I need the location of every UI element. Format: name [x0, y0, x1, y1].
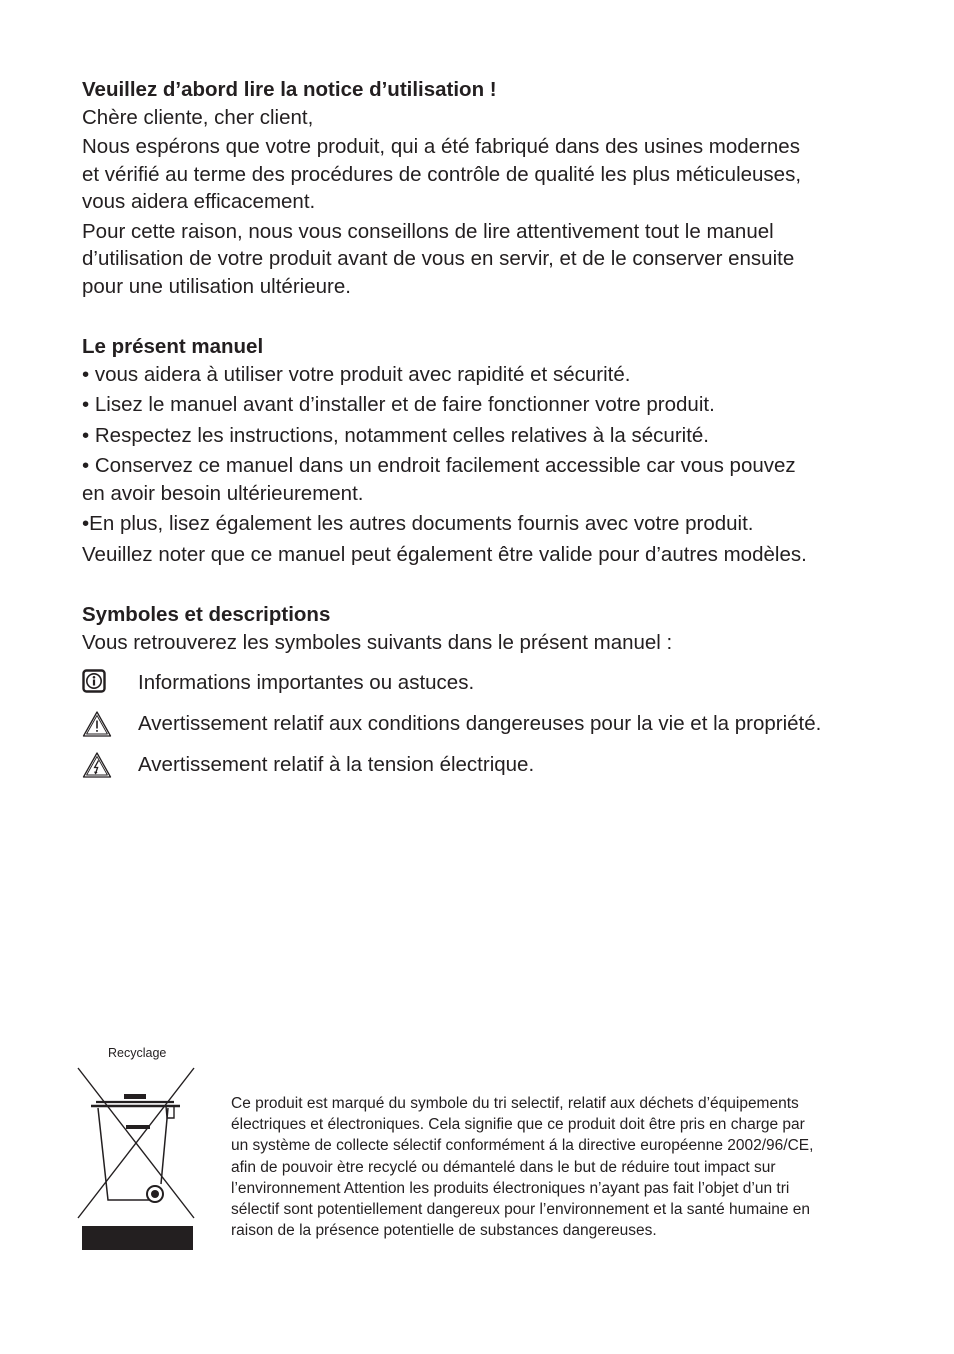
symbols-intro: Vous retrouverez les symboles suivants dans le présent manuel :: [82, 630, 673, 654]
text-line: Nous espérons que votre produit, qui a été fabriqué dans des usines modernes: [82, 135, 800, 158]
manual-heading: Le présent manuel: [82, 335, 264, 358]
text-line: l’environnement Attention les produits électroniques n’ayant pas fait l’objet d’un tri: [231, 1179, 790, 1197]
text-line: et vérifié au terme des procédures de contrôle de qualité les plus méticuleuses,: [82, 162, 802, 186]
text-line: afin de pouvoir ètre recyclé ou démantelé dans le but de réduire tout impact sur: [231, 1158, 776, 1176]
manual-page: [82, 76, 882, 779]
symbols-heading: Symboles et descriptions: [82, 603, 331, 626]
text-line: • Conservez ce manuel dans un endroit facilement accessible car vous pouvez: [82, 454, 796, 477]
text-line: sélectif sont potentiellement dangereux pour l’environnement et la santé humaine en: [231, 1201, 811, 1219]
text-line: en avoir besoin ultérieurement.: [82, 481, 364, 505]
greeting: Chère cliente, cher client,: [82, 105, 314, 129]
electric-warning-icon: [82, 751, 138, 779]
symbol-description: Informations importantes ou astuces.: [138, 671, 475, 694]
text-line: vous aidera efficacement.: [82, 190, 316, 213]
warning-triangle-icon: [82, 710, 138, 738]
text-line: pour une utilisation ultérieure.: [82, 274, 351, 298]
text-line: Ce produit est marqué du symbole du tri selectif, relatif aux déchets d’équipements: [231, 1095, 799, 1112]
text-line: Pour cette raison, nous vous conseillons de lire attentivement tout le manuel: [82, 219, 774, 243]
symbol-description: Avertissement relatif aux conditions dangereuses pour la vie et la propriété.: [138, 712, 822, 735]
symbol-row-electric: [82, 751, 882, 779]
text-line: d’utilisation de votre produit avant de vous en servir, et de le conserver ensuite: [82, 247, 795, 270]
recycling-label: Recyclage: [108, 1046, 167, 1060]
text-line: un système de collecte sélectif conformément á la directive européenne 2002/96/CE,: [231, 1137, 814, 1155]
symbol-row-info: [82, 669, 882, 697]
symbol-description: Avertissement relatif à la tension électrique.: [138, 753, 535, 776]
recycling-notice: [231, 1093, 911, 1241]
crossed-out-bin-icon: [74, 1066, 198, 1257]
bullet-item: •En plus, lisez également les autres documents fournis avec votre produit.: [82, 512, 754, 535]
intro-paragraph-1: [82, 133, 882, 216]
bullet-item: • Respectez les instructions, notamment celles relatives à la sécurité.: [82, 423, 710, 447]
intro-heading: Veuillez d’abord lire la notice d’utilisation !: [82, 78, 497, 101]
text-line: raison de la présence potentielle de substances dangereuses.: [231, 1222, 657, 1240]
intro-paragraph-2: [82, 218, 882, 301]
bullet-item: [82, 452, 882, 507]
text-line: électriques et électroniques. Cela signifie que ce produit doit être pris en charge par: [231, 1116, 805, 1134]
symbol-row-warning: [82, 710, 882, 738]
validity-note: Veuillez noter que ce manuel peut également être valide pour d’autres modèles.: [82, 542, 807, 566]
bullet-item: • vous aidera à utiliser votre produit avec rapidité et sécurité.: [82, 362, 631, 386]
bullet-item: • Lisez le manuel avant d’installer et de faire fonctionner votre produit.: [82, 393, 715, 416]
info-icon: [82, 669, 138, 697]
